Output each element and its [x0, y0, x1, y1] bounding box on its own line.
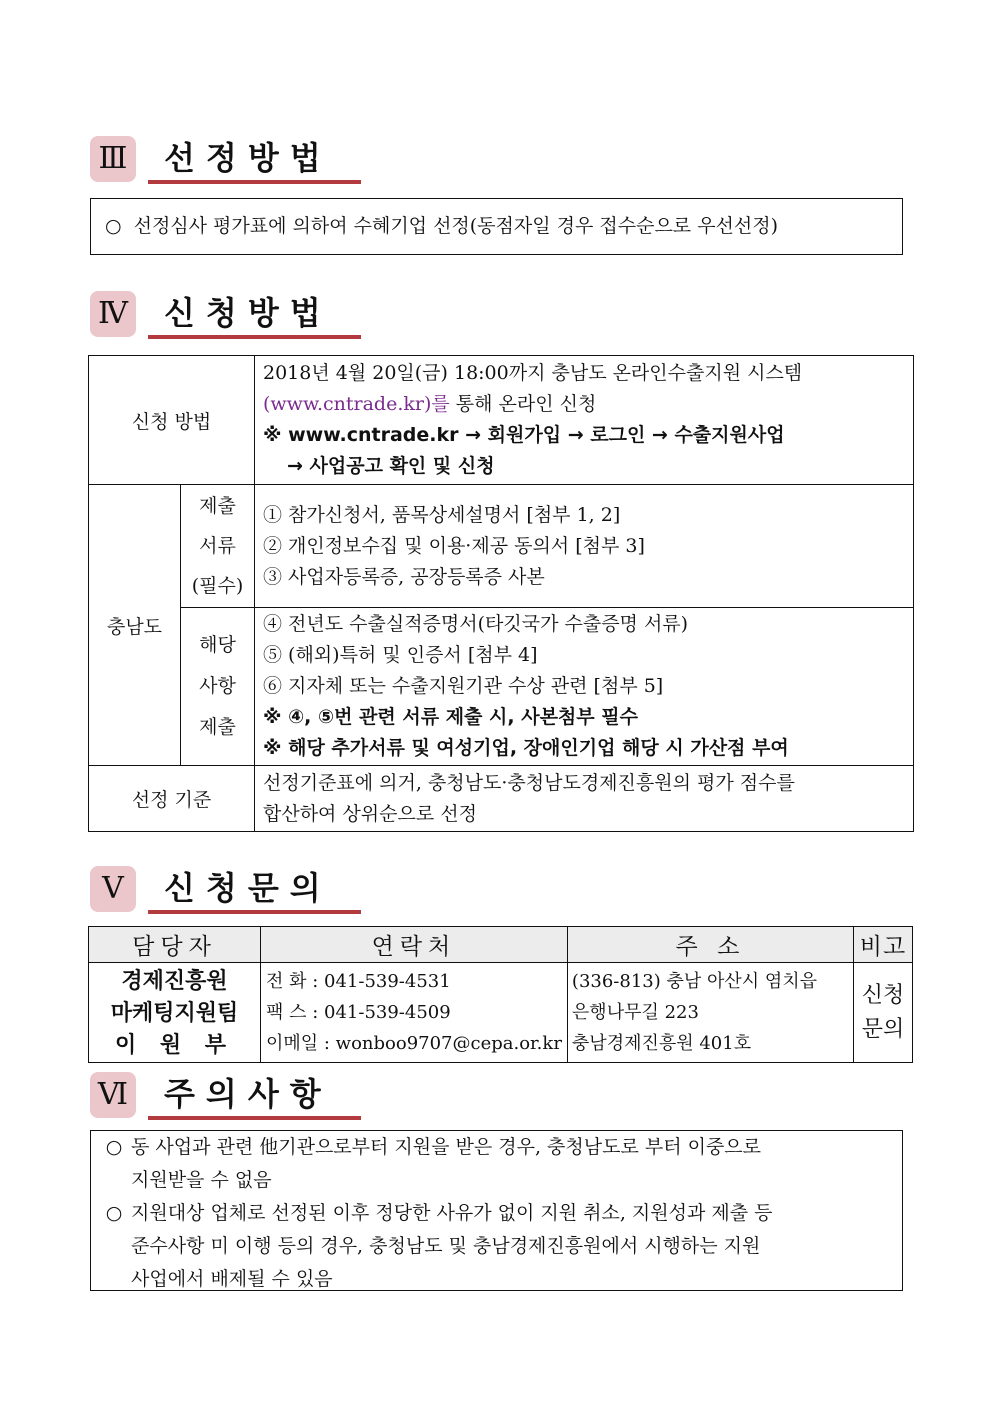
criteria-line-2: 합산하여 상위순으로 선정 — [263, 802, 477, 825]
docs-item: ② 개인정보수집 및 이용·제공 동의서 [첨부 3] — [263, 534, 645, 557]
criteria-content — [255, 766, 914, 832]
method-content — [255, 356, 914, 485]
method-label: 신청 방법 — [89, 356, 255, 485]
section-3-header — [90, 136, 370, 184]
caution-bullet: ○ — [105, 1136, 123, 1158]
criteria-label: 선정 기준 — [89, 766, 255, 832]
criteria-line-1: 선정기준표에 의거, 충청남도·충청남도경제진흥원의 평가 점수를 — [263, 771, 795, 794]
extra-note-2: ※ 해당 추가서류 및 여성기업, 장애인기업 해당 시 가산점 부여 — [263, 737, 789, 759]
section-6-number: Ⅵ — [90, 1072, 136, 1118]
region-label: 충남도 — [89, 485, 181, 766]
docs-label-2: 서류 — [199, 535, 236, 557]
header-person: 담당자 — [89, 927, 261, 963]
section-4-header — [90, 291, 370, 339]
address-line: 충남경제진흥원 401호 — [571, 1033, 752, 1054]
method-link: (www.cntrade.kr)를 — [263, 393, 450, 415]
caution-2-line-1: 지원대상 업체로 선정된 이후 정당한 사유가 없이 지원 취소, 지원성과 제출 등 — [131, 1202, 773, 1224]
method-line-1: 2018년 4월 20일(금) 18:00까지 충남도 온라인수출지원 시스템 — [263, 362, 803, 384]
extra-row — [89, 608, 914, 766]
section-5-number: Ⅴ — [90, 866, 136, 912]
selection-text: 선정심사 평가표에 의하여 수혜기업 선정(동점자일 경우 접수순으로 우선선정) — [133, 215, 779, 237]
caution-item-1 — [97, 1131, 892, 1197]
person-dept: 경제진흥원 — [121, 967, 228, 994]
caution-bullet: ○ — [105, 1202, 123, 1224]
caution-item-2 — [97, 1197, 892, 1296]
section-5-underline — [148, 910, 361, 914]
method-line-2 — [263, 389, 905, 420]
extra-label-3: 제출 — [199, 716, 236, 738]
docs-label-3: (필수) — [191, 575, 244, 597]
section-4-number: Ⅳ — [90, 291, 136, 337]
method-line-3: ※ www.cntrade.kr → 회원가입 → 로그인 → 수출지원사업 — [263, 424, 785, 446]
caution-2-line-2: 준수사항 미 이행 등의 경우, 충청남도 및 충남경제진흥원에서 시행하는 지원 — [131, 1235, 761, 1257]
extra-item: ⑤ (해외)특허 및 인증서 [첨부 4] — [263, 644, 538, 666]
address-line: (336-813) 충남 아산시 염치읍 — [571, 971, 818, 992]
selection-box — [90, 198, 903, 255]
extra-note-1: ※ ④, ⑤번 관련 서류 제출 시, 사본첨부 필수 — [263, 706, 638, 728]
contact-header-row — [89, 927, 913, 963]
section-4-underline — [148, 335, 361, 339]
extra-label — [181, 608, 255, 766]
section-6-header — [90, 1072, 370, 1120]
cautions-box — [90, 1130, 903, 1291]
contact-note — [853, 963, 912, 1063]
caution-2-line-3: 사업에서 배제될 수 있음 — [131, 1268, 333, 1290]
section-5-title: 신청문의 — [164, 869, 332, 907]
contact-phone: 전 화 : 041-539-4531 — [266, 971, 451, 992]
extra-content — [255, 608, 914, 766]
section-3-underline — [148, 180, 361, 184]
docs-item: ③ 사업자등록증, 공장등록증 사본 — [263, 565, 545, 588]
section-3-number: Ⅲ — [90, 136, 136, 182]
criteria-row — [89, 766, 914, 832]
person-team: 마케팅지원팀 — [110, 999, 239, 1026]
docs-label — [181, 485, 255, 608]
selection-bullet: ○ — [105, 215, 122, 237]
extra-label-2: 사항 — [199, 675, 236, 697]
method-line-2-rest: 통해 온라인 신청 — [449, 393, 597, 415]
docs-label-1: 제출 — [199, 495, 236, 517]
docs-content — [255, 485, 914, 608]
caution-1-line-2: 지원받을 수 없음 — [131, 1169, 272, 1191]
note-line: 신청 — [861, 982, 905, 1008]
contact-info — [261, 963, 568, 1063]
method-line-4: → 사업공고 확인 및 신청 — [287, 455, 495, 477]
caution-1-line-1: 동 사업과 관련 他기관으로부터 지원을 받은 경우, 충청남도로 부터 이중으로 — [131, 1136, 762, 1158]
note-line: 문의 — [861, 1016, 905, 1042]
extra-item: ④ 전년도 수출실적증명서(타깃국가 수출증명 서류) — [263, 613, 689, 635]
address-line: 은행나무길 223 — [571, 1002, 699, 1023]
application-table — [88, 355, 914, 832]
contact-address — [567, 963, 853, 1063]
section-6-underline — [148, 1116, 361, 1120]
contact-fax: 팩 스 : 041-539-4509 — [266, 1002, 451, 1023]
contact-table — [88, 926, 913, 1063]
header-address: 주 소 — [567, 927, 853, 963]
section-3-title: 선정방법 — [164, 139, 332, 177]
contact-row — [89, 963, 913, 1063]
extra-label-1: 해당 — [199, 634, 236, 656]
extra-item: ⑥ 지자체 또는 수출지원기관 수상 관련 [첨부 5] — [263, 675, 664, 697]
method-row — [89, 356, 914, 485]
contact-person — [89, 963, 261, 1063]
contact-email: 이메일 : wonboo9707@cepa.or.kr — [266, 1033, 562, 1054]
docs-item: ① 참가신청서, 품목상세설명서 [첨부 1, 2] — [263, 503, 621, 526]
section-5-header — [90, 866, 370, 914]
section-6-title: 주의사항 — [164, 1075, 332, 1113]
header-note: 비고 — [853, 927, 912, 963]
section-4-title: 신청방법 — [164, 294, 332, 332]
header-contact: 연락처 — [261, 927, 568, 963]
person-name: 이 원 부 — [114, 1031, 235, 1058]
docs-row — [89, 485, 914, 608]
